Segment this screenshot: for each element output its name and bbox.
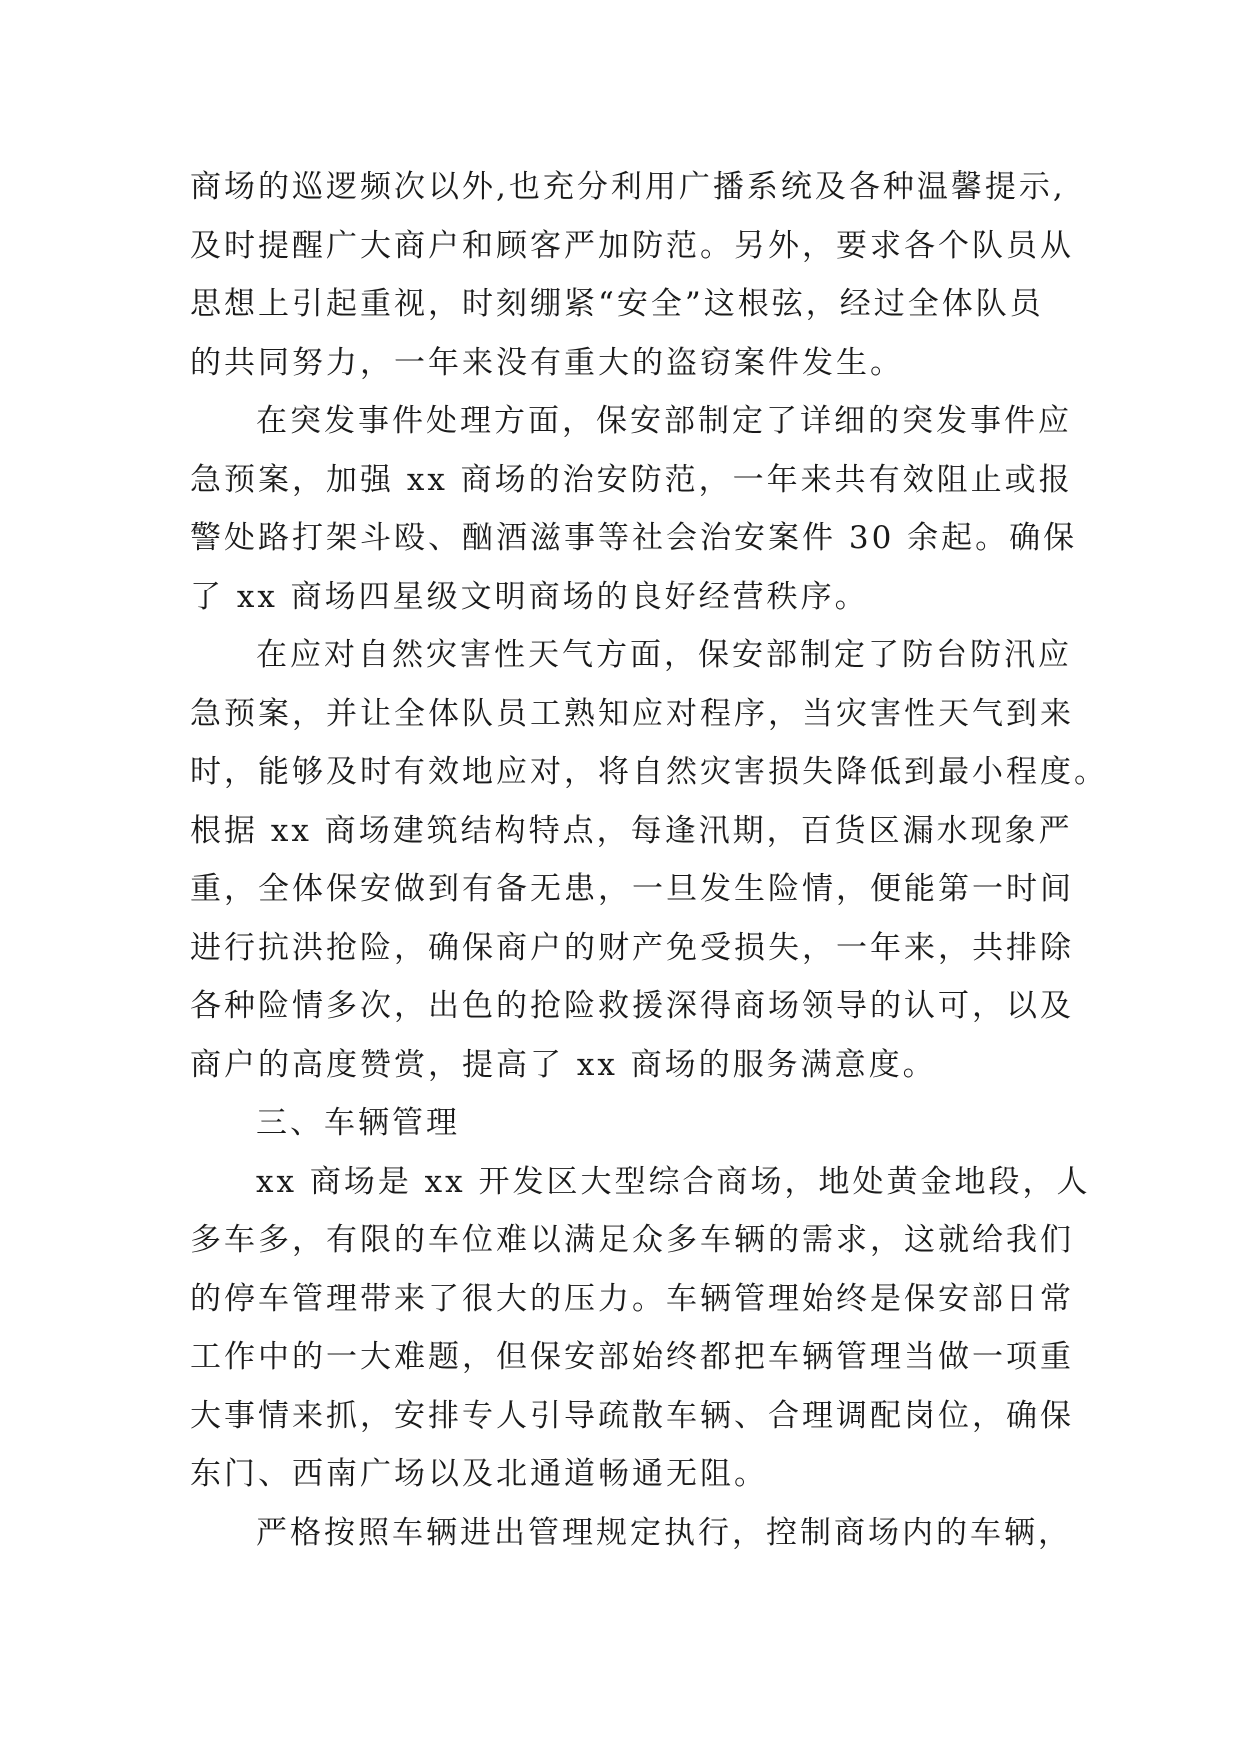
text-line: 及时提醒广大商户和顾客严加防范。另外，要求各个队员从 <box>190 227 1074 264</box>
paragraph-start-line: 在突发事件处理方面，保安部制定了详细的突发事件应 <box>256 403 1072 439</box>
text-line: 商场的巡逻频次以外,也充分利用广播系统及各种温馨提示, <box>190 169 1066 205</box>
paragraph-start-line: 在应对自然灾害性天气方面，保安部制定了防台防汛应 <box>256 637 1072 673</box>
text-line: 工作中的一大难题，但保安部始终都把车辆管理当做一项重 <box>190 1339 1074 1375</box>
text-line: 大事情来抓，安排专人引导疏散车辆、合理调配岗位，确保 <box>190 1397 1074 1434</box>
text-line: 东门、西南广场以及北通道畅通无阻。 <box>190 1456 768 1492</box>
text-line: 的共同努力，一年来没有重大的盗窃案件发生。 <box>190 344 904 381</box>
text-line: 急预案，并让全体队员工熟知应对程序，当灾害性天气到来 <box>190 695 1074 732</box>
text-line: 时，能够及时有效地应对，将自然灾害损失降低到最小程度。 <box>190 754 1108 790</box>
text-line: 进行抗洪抢险，确保商户的财产免受损失，一年来，共排除 <box>190 929 1074 966</box>
section-heading: 三、车辆管理 <box>256 1105 460 1141</box>
paragraph-start-line: xx 商场是 xx 开发区大型综合商场，地处黄金地段，人 <box>256 1163 1091 1200</box>
text-line: 警处路打架斗殴、酗酒滋事等社会治安案件 30 余起。确保 <box>190 520 1078 556</box>
text-line: 重，全体保安做到有备无患，一旦发生险情，便能第一时间 <box>190 871 1074 907</box>
text-line: 急预案，加强 xx 商场的治安防范，一年来共有效阻止或报 <box>190 461 1073 498</box>
text-line: 思想上引起重视，时刻绷紧“安全”这根弦，经过全体队员 <box>190 286 1044 322</box>
text-line: 根据 xx 商场建筑结构特点，每逢汛期，百货区漏水现象严 <box>190 812 1073 849</box>
text-line: 商户的高度赞赏，提高了 xx 商场的服务满意度。 <box>190 1046 937 1083</box>
document-body <box>190 158 1108 1562</box>
paragraph-start-line: 严格按照车辆进出管理规定执行，控制商场内的车辆， <box>256 1514 1072 1551</box>
text-line: 了 xx 商场四星级文明商场的良好经营秩序。 <box>190 578 869 615</box>
text-line: 各种险情多次，出色的抢险救援深得商场领导的认可，以及 <box>190 988 1074 1024</box>
text-line: 的停车管理带来了很大的压力。车辆管理始终是保安部日常 <box>190 1280 1074 1317</box>
text-line: 多车多，有限的车位难以满足众多车辆的需求，这就给我们 <box>190 1222 1074 1258</box>
